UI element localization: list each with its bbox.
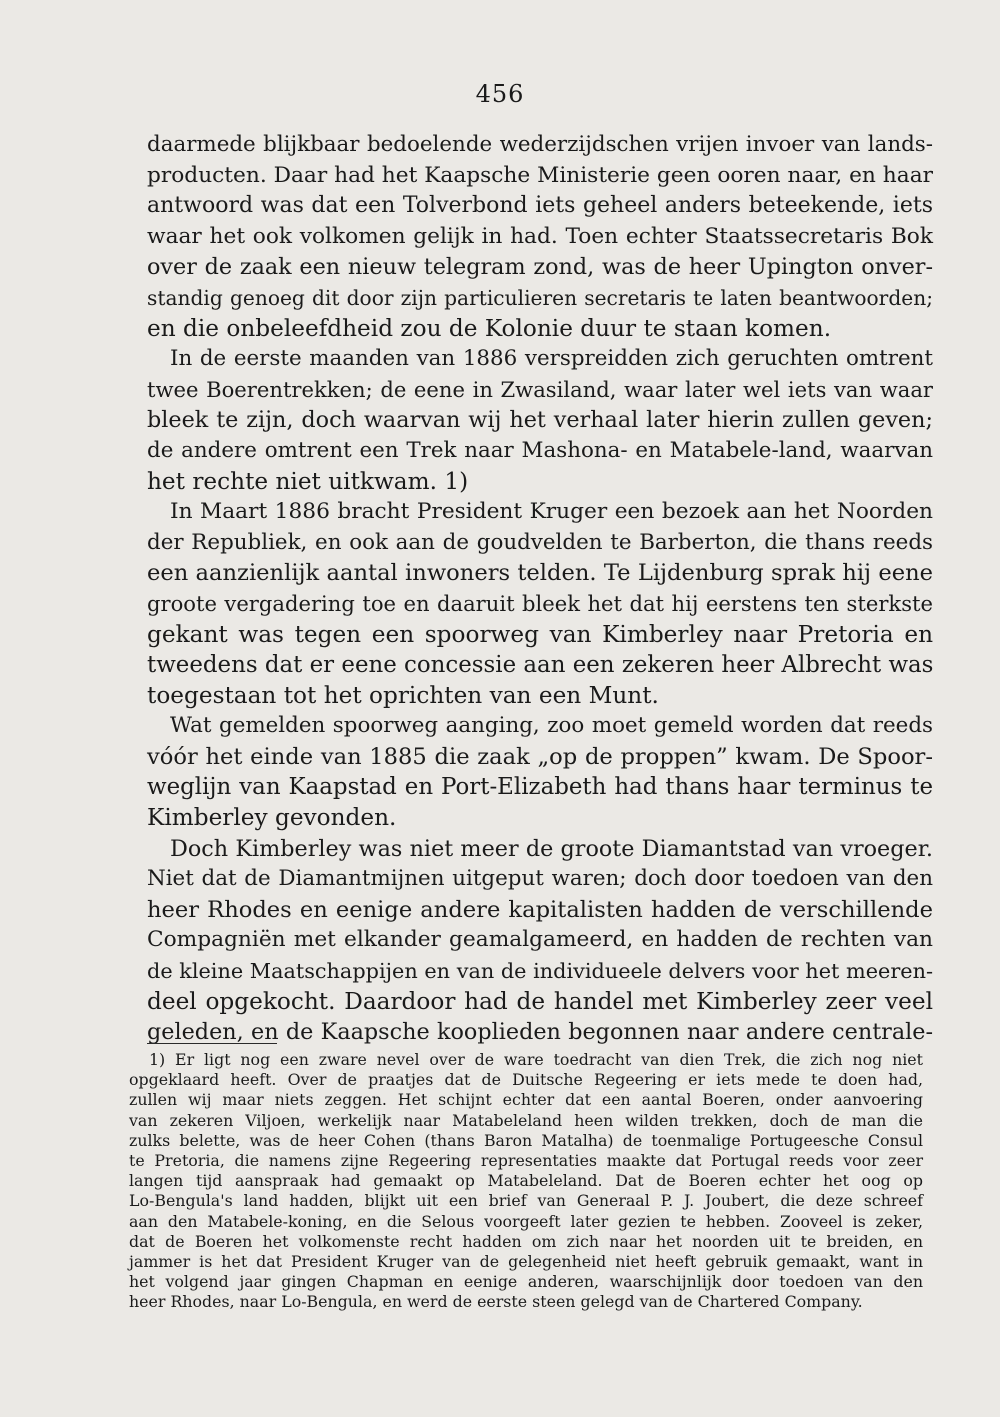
footnote-line: dat de Boeren het volkomenste recht hadden om zich naar het noorden uit te breiden, en: [129, 1231, 923, 1251]
footnote-line: langen tijd aanspraak had gemaakt op Matabeleland. Dat de Boeren echter het oog op: [129, 1171, 923, 1191]
text-line: Niet dat de Diamantmijnen uitgeput waren; doch door toedoen van den: [147, 866, 933, 892]
text-line: bleek te zijn, doch waarvan wij het verhaal later hierin zullen geven;: [147, 407, 933, 434]
text-line: gekant was tegen een spoorweg van Kimberley naar Pretoria en: [147, 620, 933, 648]
text-line: antwoord was dat een Tolverbond iets geheel anders beteekende, iets: [147, 193, 933, 219]
text-line: standig genoeg dit door zijn particulieren secretaris te laten beantwoorden;: [147, 285, 933, 310]
footnote-line: 1) Er ligt nog een zware nevel over de ware toedracht van dien Trek, die zich nog niet: [149, 1050, 923, 1069]
body-text: [147, 130, 933, 1048]
text-line: groote vergadering toe en daaruit bleek het dat hij eerstens ten sterkste: [147, 590, 933, 616]
text-line: het rechte niet uitkwam. 1): [147, 467, 469, 495]
text-line: producten. Daar had het Kaapsche Ministerie geen ooren naar, en haar: [147, 162, 933, 188]
text-line: Kimberley gevonden.: [147, 804, 397, 832]
text-line: waar het ook volkomen gelijk in had. Toen echter Staatssecretaris Bok: [147, 223, 933, 249]
footnote-line: van zekeren Viljoen, werkelijk naar Matabeleland heen wilden trekken, doch de man die: [129, 1110, 923, 1130]
page-number: 456: [475, 80, 525, 108]
text-line: geleden, en de Kaapsche kooplieden begonnen naar andere centrale-: [147, 1019, 933, 1046]
text-line: Wat gemelden spoorweg aanging, zoo moet gemeld worden dat reeds: [170, 713, 933, 739]
footnote-line: jammer is het dat President Kruger van de gelegenheid niet heeft gebruik gemaakt, want in: [129, 1251, 923, 1271]
footnote-divider: [147, 1043, 277, 1044]
text-line: en die onbeleefdheid zou de Kolonie duur te staan komen.: [147, 314, 832, 342]
text-line: weglijn van Kaapstad en Port-Elizabeth had thans haar terminus te: [147, 774, 933, 801]
text-line: daarmede blijkbaar bedoelende wederzijdschen vrijen invoer van lands-: [147, 132, 933, 157]
text-line: een aanzienlijk aantal inwoners telden. Te Lijdenburg sprak hij eene: [147, 560, 933, 587]
text-line: In Maart 1886 bracht President Kruger een bezoek aan het Noorden: [170, 499, 933, 525]
text-line: der Republiek, en ook aan de goudvelden te Barberton, die thans reeds: [147, 529, 933, 555]
text-line: Doch Kimberley was niet meer de groote Diamantstad van vroeger.: [170, 835, 933, 862]
footnote-line: aan den Matabele-koning, en die Selous voorgeeft later gezien te hebben. Zooveel is zeker,: [129, 1211, 923, 1231]
text-line: vóór het einde van 1885 die zaak „op de proppen” kwam. De Spoor-: [147, 743, 933, 770]
text-line: Compagniën met elkander geamalgameerd, en hadden de rechten van: [147, 927, 933, 953]
text-line: over de zaak een nieuw telegram zond, was de heer Upington onver-: [147, 254, 933, 281]
footnote-line: zulks belette, was de heer Cohen (thans Baron Matalha) de toenmalige Portugeesche Consul: [129, 1130, 923, 1150]
text-line: de kleine Maatschappijen en van de individueele delvers voor het meeren-: [147, 959, 933, 984]
footnote-line: zullen wij maar niets zeggen. Het schijnt echter dat een aantal Boeren, onder aanvoering: [129, 1090, 923, 1110]
footnote-line: het volgend jaar gingen Chapman en eenige anderen, waarschijnlijk door toedoen van den: [129, 1272, 923, 1292]
footnote-line: opgeklaard heeft. Over de praatjes dat de Duitsche Regeering er iets mede te doen had,: [129, 1070, 923, 1090]
footnote: [129, 1050, 923, 1312]
text-line: deel opgekocht. Daardoor had de handel met Kimberley zeer veel: [147, 987, 933, 1015]
footnote-line: te Pretoria, die namens zijne Regeering representaties maakte dat Portugal reeds voor zeer: [129, 1150, 923, 1170]
text-line: de andere omtrent een Trek naar Mashona- en Matabele-land, waarvan: [147, 437, 933, 463]
text-line: In de eerste maanden van 1886 verspreidden zich geruchten omtrent: [170, 346, 933, 372]
footnote-line: heer Rhodes, naar Lo-Bengula, en werd de eerste steen gelegd van de Chartered Company.: [129, 1292, 863, 1312]
text-line: heer Rhodes en eenige andere kapitalisten hadden de verschillende: [147, 896, 933, 923]
footnote-line: Lo-Bengula's land hadden, blijkt uit een brief van Generaal P. J. Joubert, die deze schreef: [129, 1191, 923, 1211]
text-line: tweedens dat er eene concessie aan een zekeren heer Albrecht was: [147, 652, 934, 679]
text-line: twee Boerentrekken; de eene in Zwasiland, waar later wel iets van waar: [147, 376, 933, 402]
text-line: toegestaan tot het oprichten van een Munt.: [147, 681, 659, 709]
